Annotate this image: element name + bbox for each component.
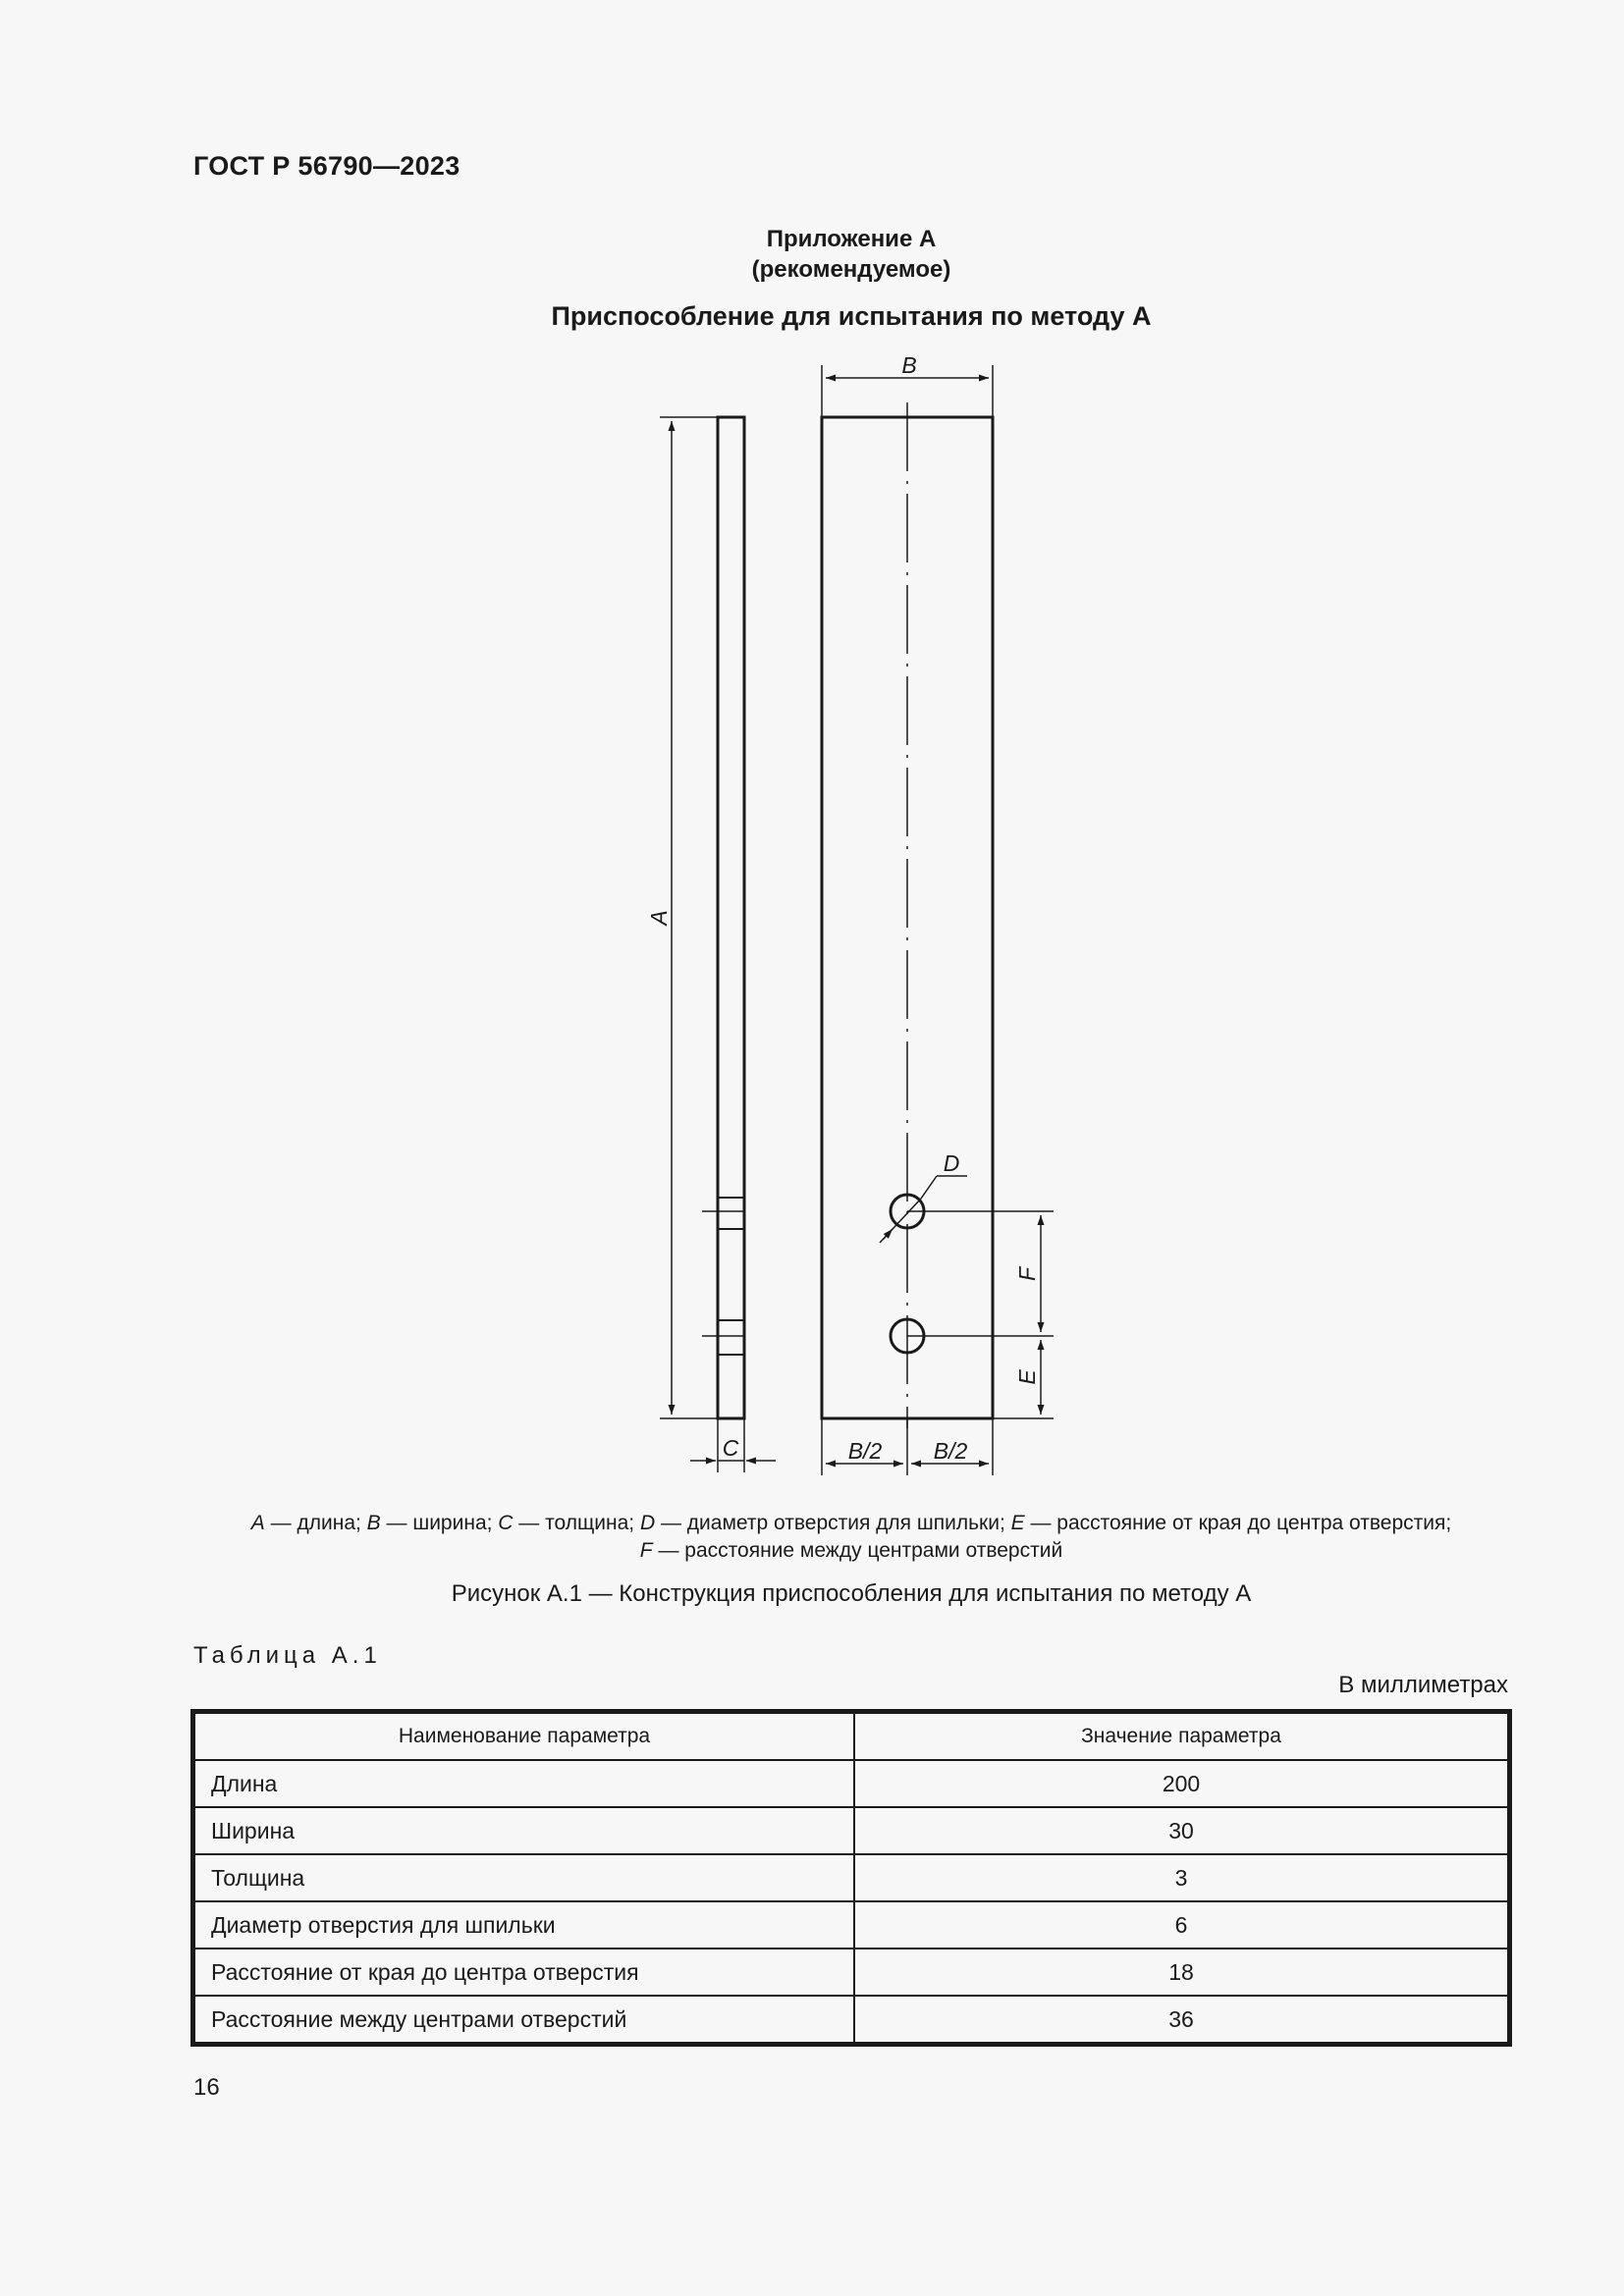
appendix-heading: Приспособление для испытания по методу А <box>551 301 1152 331</box>
column-header-value: Значение параметра <box>854 1713 1508 1760</box>
table-row <box>194 1807 1508 1854</box>
table-row <box>194 1854 1508 1901</box>
legend-symbol-f: F <box>639 1539 653 1562</box>
legend-text-e: — расстояние от края до центра отверстия; <box>1024 1512 1452 1534</box>
table-row <box>194 1901 1508 1949</box>
label-c: C <box>722 1435 739 1461</box>
document-code: ГОСТ Р 56790—2023 <box>193 151 460 181</box>
label-b-half-right: B/2 <box>933 1438 968 1464</box>
label-b-half-left: B/2 <box>847 1438 883 1464</box>
parameters-table <box>193 1712 1509 2044</box>
table-row <box>194 1949 1508 1996</box>
figure-legend-line-2 <box>177 1537 1526 1565</box>
legend-text-b: — ширина; <box>380 1512 499 1534</box>
param-value: 18 <box>854 1949 1508 1996</box>
figure-caption: Рисунок А.1 — Конструкция приспособления для испытания по методу А <box>451 1580 1252 1607</box>
param-name: Диаметр отверстия для шпильки <box>194 1901 854 1949</box>
legend-symbol-a: A <box>250 1512 265 1534</box>
param-value: 200 <box>854 1760 1508 1807</box>
label-e: E <box>1014 1369 1040 1385</box>
table-row <box>194 1760 1508 1807</box>
param-value: 6 <box>854 1901 1508 1949</box>
legend-symbol-c: C <box>498 1512 514 1534</box>
figure-legend-line-1 <box>177 1510 1526 1537</box>
page-number: 16 <box>193 2074 220 2101</box>
table-header-row <box>194 1713 1508 1760</box>
param-name: Толщина <box>194 1854 854 1901</box>
label-d: D <box>943 1150 960 1176</box>
column-header-name: Наименование параметра <box>194 1713 854 1760</box>
label-f: F <box>1014 1266 1040 1282</box>
legend-symbol-e: E <box>1010 1512 1025 1534</box>
dim-d-arrow <box>884 1229 893 1239</box>
param-name: Расстояние от края до центра отверстия <box>194 1949 854 1996</box>
table-row <box>194 1996 1508 2043</box>
dim-d-leader-top <box>921 1176 937 1199</box>
side-view-strip <box>718 417 744 1418</box>
legend-text-a: — длина; <box>264 1512 367 1534</box>
appendix-title: Приложение А <box>766 226 937 252</box>
param-name: Длина <box>194 1760 854 1807</box>
legend-symbol-b: B <box>366 1512 381 1534</box>
table-label: Таблица А.1 <box>193 1642 382 1669</box>
legend-text-f: — расстояние между центрами отверстий <box>652 1539 1063 1562</box>
param-value: 36 <box>854 1996 1508 2043</box>
param-name: Расстояние между центрами отверстий <box>194 1996 854 2043</box>
legend-symbol-d: D <box>639 1512 656 1534</box>
label-a: A <box>646 910 672 926</box>
param-value: 3 <box>854 1854 1508 1901</box>
legend-text-d: — диаметр отверстия для шпильки; <box>655 1512 1011 1534</box>
label-b: B <box>901 352 917 378</box>
appendix-status: (рекомендуемое) <box>751 256 951 283</box>
table-units: В миллиметрах <box>1338 1672 1508 1698</box>
legend-text-c: — толщина; <box>513 1512 640 1534</box>
param-name: Ширина <box>194 1807 854 1854</box>
param-value: 30 <box>854 1807 1508 1854</box>
